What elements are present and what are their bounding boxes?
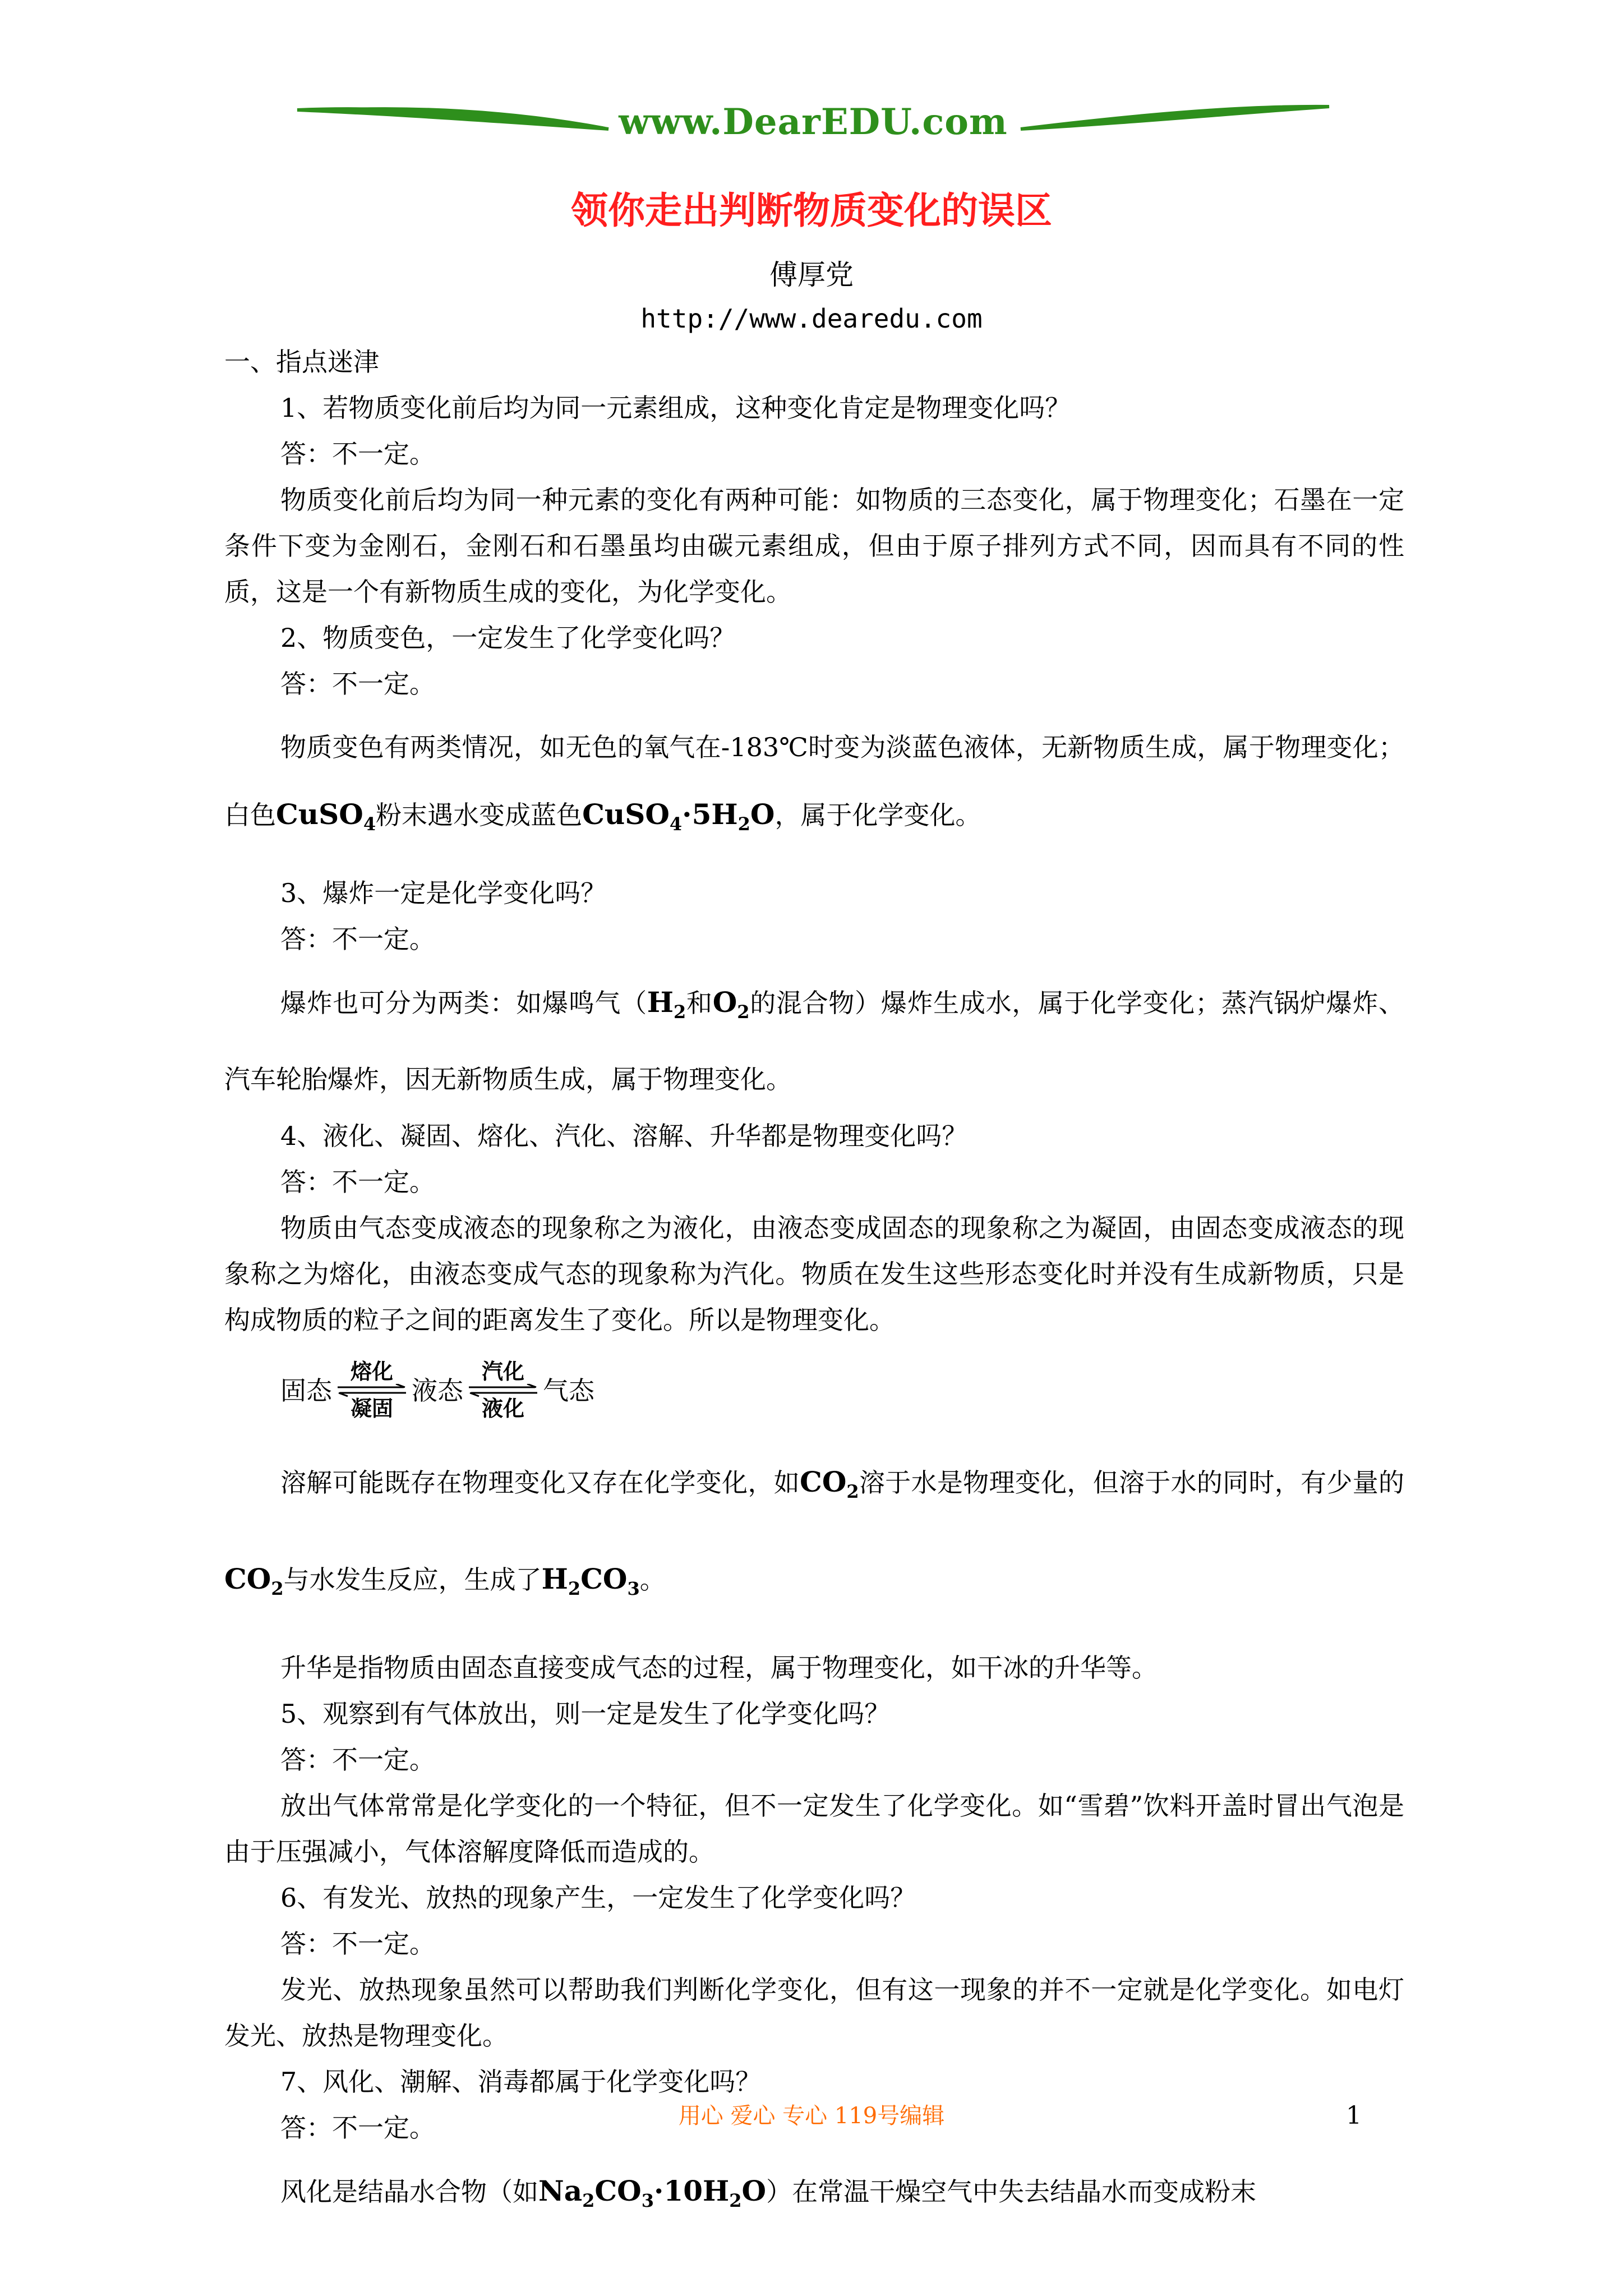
formula-cuso4: CuSO$_4$ xyxy=(276,798,376,835)
answer-7: 答：不一定。 xyxy=(280,2113,435,2143)
explanation-3: 爆炸也可分为两类：如爆鸣气（$H_2$和$O_2$的混合物）爆炸生成水，属于化学变化；蒸汽锅炉爆炸、汽车轮胎爆炸，因无新物质生成，属于物理变化。 xyxy=(224,986,1405,1094)
answer-1: 答：不一定。 xyxy=(280,439,435,469)
article-body xyxy=(224,339,1404,2234)
double-arrow-icon xyxy=(335,1384,408,1397)
explanation-2: 物质变色有两类情况，如无色的氧气在-183℃时变为淡蓝色液体，无新物质生成，属于物理变化；白色CuSO$_4$粉末遇水变成蓝色$CuSO_4\cdot 5H_2O$，属于化学变化。 xyxy=(224,732,1404,835)
source-url: http://www.dearedu.com xyxy=(640,303,983,334)
explanation-1: 物质变化前后均为同一种元素的变化有两种可能：如物质的三态变化，属于物理变化；石墨在一定条件下变为金刚石，金刚石和石墨虽均由碳元素组成，但由于原子排列方式不同，因而具有不同的性质，这是一个有新物质生成的变化，为化学变化。 xyxy=(224,485,1404,607)
state-gas: 气态 xyxy=(543,1375,594,1406)
answer-4: 答：不一定。 xyxy=(280,1167,435,1197)
arrow-melt-freeze: 熔化 凝固 xyxy=(335,1357,408,1424)
question-1: 1、若物质变化前后均为同一元素组成，这种变化肯定是物理变化吗？ xyxy=(280,393,1071,423)
answer-6: 答：不一定。 xyxy=(280,1929,435,1959)
formula-cuso4-5h2o: $CuSO_4\cdot 5H_2O$ xyxy=(582,798,775,835)
page-title: 领你走出判断物质变化的误区 xyxy=(571,188,1052,232)
formula-h2co3: $H_2CO_3$ xyxy=(541,1562,640,1599)
explanation-5: 放出气体常常是化学变化的一个特征，但不一定发生了化学变化。如“雪碧”饮料开盖时冒出气泡是由于压强减小，气体溶解度降低而造成的。 xyxy=(224,1791,1404,1867)
state-solid: 固态 xyxy=(280,1375,332,1406)
question-5: 5、观察到有气体放出，则一定是发生了化学变化吗？ xyxy=(280,1699,891,1729)
author: 傅厚党 xyxy=(769,259,854,291)
formula-h2: $H_2$ xyxy=(647,986,686,1023)
formula-o2: $O_2$ xyxy=(712,986,750,1023)
question-4: 4、液化、凝固、熔化、汽化、溶解、升华都是物理变化吗？ xyxy=(280,1121,968,1151)
formula-co2: $CO_2$ xyxy=(224,1562,284,1599)
phase-change-diagram xyxy=(224,1349,1404,1433)
question-7: 7、风化、潮解、消毒都属于化学变化吗？ xyxy=(280,2067,762,2097)
dissolution-text: 溶解可能既存在物理变化又存在化学变化，如$CO_2$溶于水是物理变化，但溶于水的同时，有少量的$CO_2$与水发生反应，生成了$H_2CO_3$。 xyxy=(224,1465,1405,1599)
explanation-6: 发光、放热现象虽然可以帮助我们判断化学变化，但有这一现象的并不一定就是化学变化。如电灯发光、放热是物理变化。 xyxy=(224,1975,1404,2051)
dearedu-logo xyxy=(292,94,1335,156)
double-arrow-icon xyxy=(467,1384,540,1397)
explanation-4: 物质由气态变成液态的现象称之为液化，由液态变成固态的现象称之为凝固，由固态变成液态的现象称之为熔化，由液态变成气态的现象称为汽化。物质在发生这些形态变化时并没有生成新物质，只是构成物质的粒子之间的距离发生了变化。所以是物理变化。 xyxy=(224,1213,1404,1335)
question-2: 2、物质变色，一定发生了化学变化吗？ xyxy=(280,623,736,653)
page-number: 1 xyxy=(1346,2101,1362,2130)
logo-text: www.DearEDU.com xyxy=(619,101,1008,143)
question-3: 3、爆炸一定是化学变化吗？ xyxy=(280,878,607,908)
footer-text: 用心 爱心 专心 119号编辑 xyxy=(678,2103,945,2129)
arrow-vaporize-condense: 汽化 液化 xyxy=(467,1357,540,1424)
explanation-7: 风化是结晶水合物（如$Na_2CO_3\cdot 10H_2O$）在常温干燥空气中失去结晶水而变成粉末 xyxy=(280,2174,1257,2211)
answer-2: 答：不一定。 xyxy=(280,669,435,699)
formula-na2co3-10h2o: $Na_2CO_3\cdot 10H_2O$ xyxy=(538,2174,767,2211)
sublimation-text: 升华是指物质由固态直接变成气态的过程，属于物理变化，如干冰的升华等。 xyxy=(280,1653,1158,1683)
answer-3: 答：不一定。 xyxy=(280,924,435,954)
formula-co2: $CO_2$ xyxy=(800,1465,859,1502)
state-liquid: 液态 xyxy=(412,1375,463,1406)
question-6: 6、有发光、放热的现象产生，一定发生了化学变化吗？ xyxy=(280,1883,916,1913)
answer-5: 答：不一定。 xyxy=(280,1745,435,1775)
section-heading: 一、指点迷津 xyxy=(224,347,379,377)
